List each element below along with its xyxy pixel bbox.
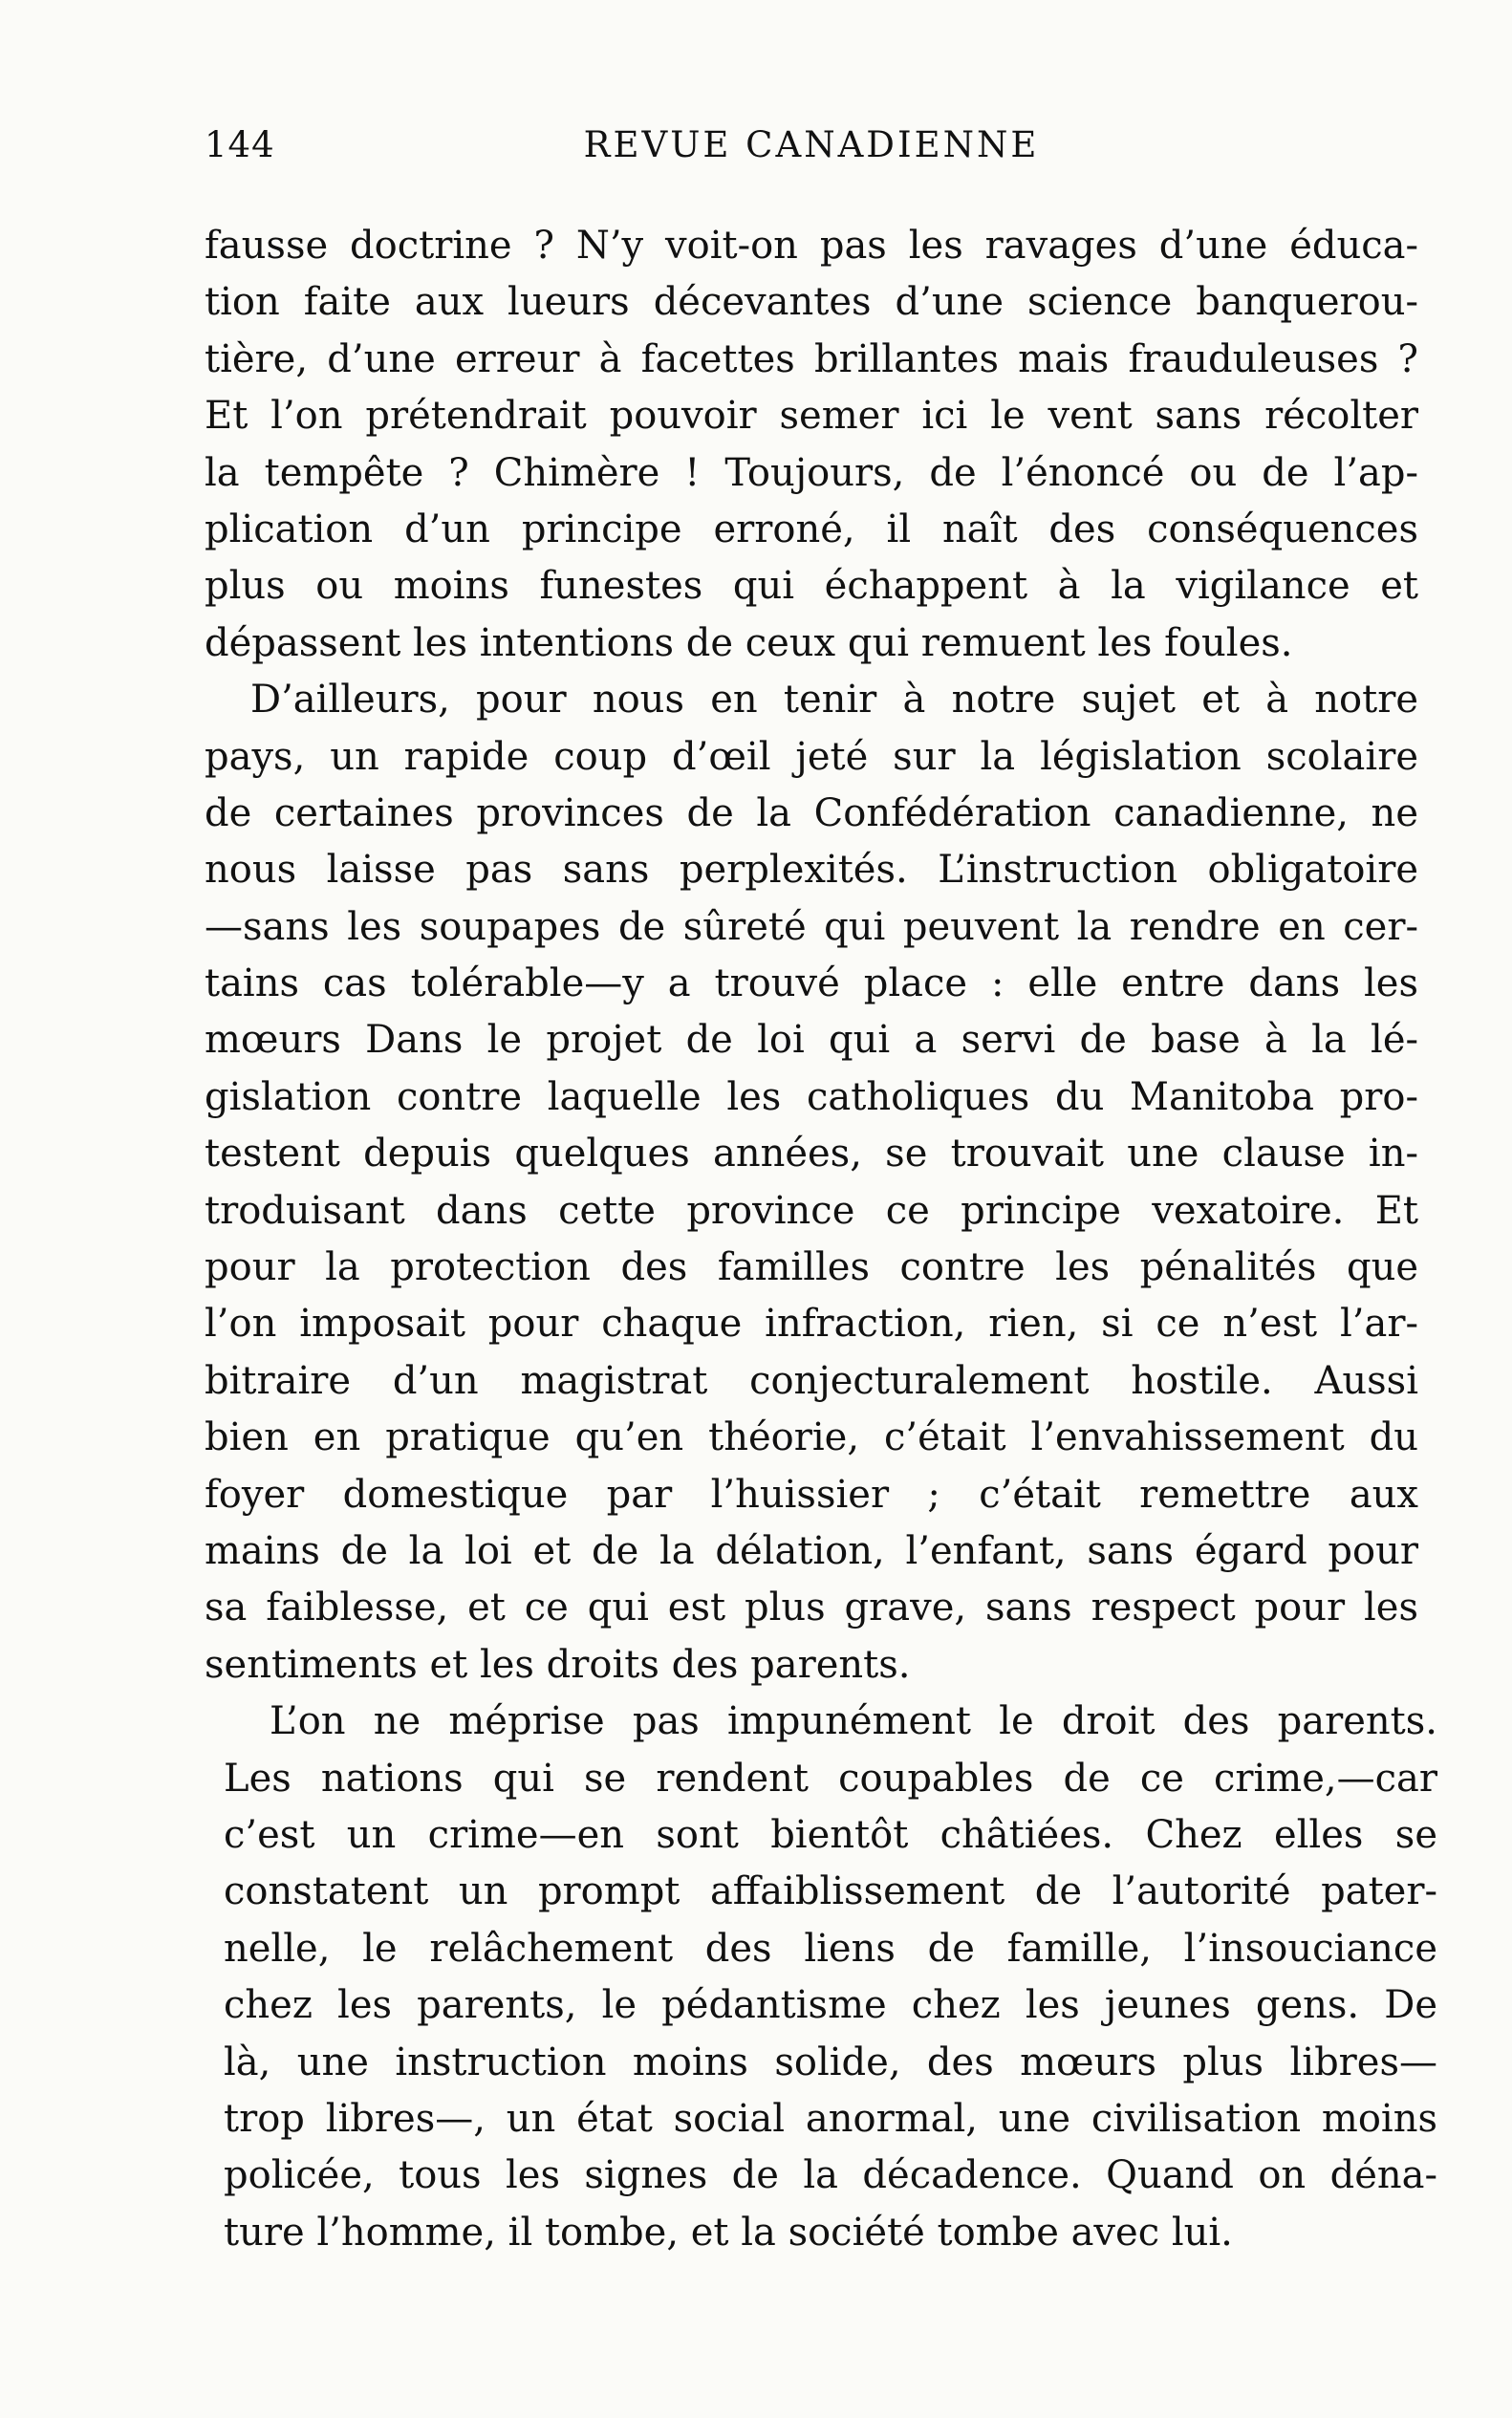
page-number: 144 <box>205 124 275 165</box>
text-line: foyer domestique par l’huissier ; c’était remettre aux <box>205 1472 1418 1517</box>
text-line: nelle, le relâchement des liens de famille, l’insouciance <box>224 1926 1437 1971</box>
text-line: de certaines provinces de la Confédération canadienne, ne <box>205 790 1418 835</box>
text-line: bien en pratique qu’en théorie, c’était l’envahissement du <box>205 1415 1418 1460</box>
body-text <box>205 218 1437 2261</box>
text-line: trop libres—, un état social anormal, une civilisation moins <box>224 2096 1437 2141</box>
running-head <box>205 124 1418 182</box>
text-line: L’on ne méprise pas impunément le droit des parents. <box>270 1699 1437 1744</box>
text-line: c’est un crime—en sont bientôt châtiées. Chez elles se <box>224 1812 1437 1857</box>
text-line: gislation contre laquelle les catholiques du Manitoba pro- <box>205 1074 1418 1119</box>
text-line: pour la protection des familles contre les pénalités que <box>205 1245 1418 1290</box>
text-line: tion faite aux lueurs décevantes d’une science banquerou- <box>205 280 1418 325</box>
text-line: testent depuis quelques années, se trouvait une clause in- <box>205 1132 1418 1177</box>
paragraph-1 <box>205 218 1418 672</box>
text-line: bitraire d’un magistrat conjecturalement hostile. Aussi <box>205 1358 1418 1403</box>
text-line: mœurs Dans le projet de loi qui a servi de base à la lé- <box>205 1018 1418 1063</box>
text-line: là, une instruction moins solide, des mœurs plus libres— <box>224 2040 1437 2084</box>
text-line: Et l’on prétendrait pouvoir semer ici le vent sans récolter <box>205 394 1418 439</box>
text-line: nous laisse pas sans perplexités. L’instruction obligatoire <box>205 848 1418 893</box>
text-line: plication d’un principe erroné, il naît des conséquences <box>205 507 1418 551</box>
text-line: constatent un prompt affaiblissement de l’autorité pater- <box>224 1869 1437 1914</box>
text-line: tains cas tolérable—y a trouvé place : elle entre dans les <box>205 961 1418 1006</box>
text-line: sa faiblesse, et ce qui est plus grave, sans respect pour les <box>205 1586 1418 1630</box>
text-line: mains de la loi et de la délation, l’enfant, sans égard pour <box>205 1528 1418 1573</box>
text-line: Les nations qui se rendent coupables de ce crime,—car <box>224 1756 1437 1801</box>
text-line: pays, un rapide coup d’œil jeté sur la législation scolaire <box>205 734 1418 779</box>
text-line: tière, d’une erreur à facettes brillantes mais frauduleuses ? <box>205 336 1418 381</box>
text-line: l’on imposait pour chaque infraction, rien, si ce n’est l’ar- <box>205 1302 1418 1347</box>
text-line: dépassent les intentions de ceux qui remuent les foules. <box>205 620 1293 665</box>
text-line: la tempête ? Chimère ! Toujours, de l’énoncé ou de l’ap- <box>205 450 1418 495</box>
journal-title: REVUE CANADIENNE <box>583 124 1040 165</box>
text-line: chez les parents, le pédantisme chez les jeunes gens. De <box>224 1983 1437 2028</box>
text-line: sentiments et les droits des parents. <box>205 1642 911 1687</box>
text-line: troduisant dans cette province ce principe vexatoire. Et <box>205 1188 1418 1233</box>
paragraph-3 <box>205 1694 1437 2261</box>
paragraph-2 <box>205 672 1418 1694</box>
text-line: fausse doctrine ? N’y voit-on pas les ravages d’une éduca- <box>205 224 1418 268</box>
text-line: D’ailleurs, pour nous en tenir à notre sujet et à notre <box>250 678 1418 723</box>
text-line: ture l’homme, il tombe, et la société tombe avec lui. <box>224 2210 1233 2255</box>
text-line: plus ou moins funestes qui échappent à la vigilance et <box>205 564 1418 609</box>
text-line: policée, tous les signes de la décadence. Quand on déna- <box>224 2153 1437 2198</box>
text-line: —sans les soupapes de sûreté qui peuvent la rendre en cer- <box>205 904 1418 949</box>
